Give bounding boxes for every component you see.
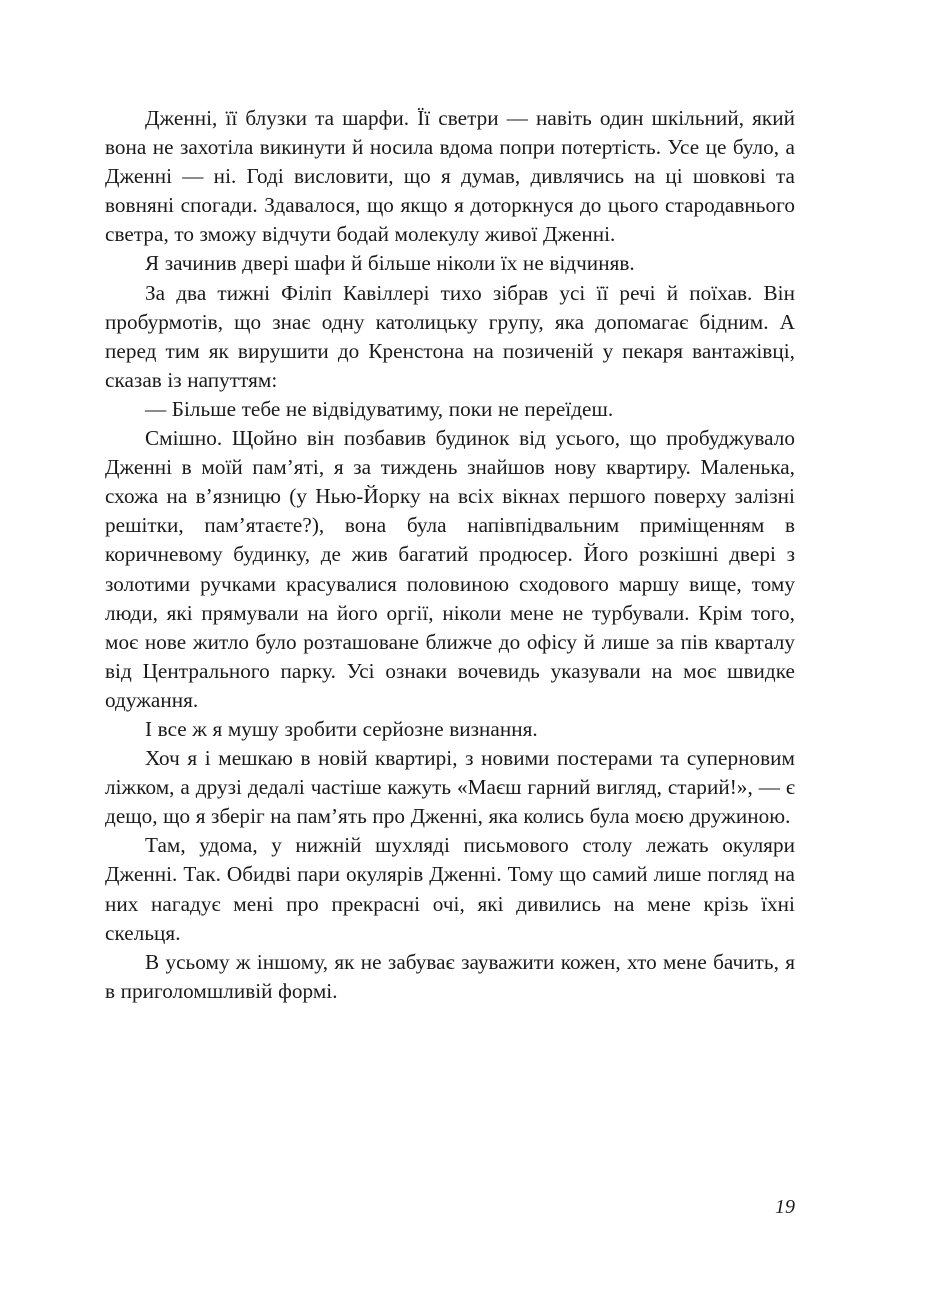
paragraph: Дженні, її блузки та шарфи. Її светри — навіть один шкільний, який вона не захотіла викинути й носила вдома попри потертість. Усе це було, а Дженні — ні. Годі висловити, що я думав, дивлячись на ці шовкові та вовняні спогади. Здавалося, що якщо я доторкнуся до цього стародавнього светра, то зможу відчути бодай молекулу живої Дженні.	[105, 106, 795, 247]
page-number: 19	[775, 1196, 795, 1218]
paragraph: За два тижні Філіп Кавіллері тихо зібрав усі її речі й поїхав. Він пробурмотів, що знає одну католицьку групу, яка допомагає бідним. А перед тим як вирушити до Кренстона на позиченій у пекаря вантажівці, сказав із напуттям:	[105, 280, 795, 392]
paragraph: І все ж я мушу зробити серйозне визнання.	[145, 716, 538, 741]
paragraph: Смішно. Щойно він позбавив будинок від усього, що пробуджувало Дженні в моїй пам’яті, я за тиждень знайшов нову квартиру. Маленька, схожа на в’язницю (у Нью-Йорку на всіх вікнах першого поверху залізні решітки, пам’ятаєте?), вона була напівпідвальним приміщенням в коричневому будинку, де жив багатий продюсер. Його розкішні двері з золотими ручками красувалися половиною сходового маршу вище, тому люди, які прямували на його оргії, ніколи мене не турбували. Крім того, моє нове житло було розташоване ближче до офісу й лише за пів кварталу від Центрального парку. Усі ознаки вочевидь указували на моє швидке одужання.	[105, 426, 795, 712]
paragraph: В усьому ж іншому, як не забуває зауважити кожен, хто мене бачить, я в приголомшливій формі.	[105, 949, 795, 1003]
paragraph: Я зачинив двері шафи й більше ніколи їх не відчиняв.	[145, 251, 635, 276]
paragraph: — Більше тебе не відвідуватиму, поки не переїдеш.	[145, 396, 614, 421]
paragraph: Там, удома, у нижній шухляді письмового столу лежать окуляри Дженні. Так. Обидві пари окулярів Дженні. Тому що самий лише погляд на них нагадує мені про прекрасні очі, які дивились на мене крізь їхні скельця.	[105, 833, 795, 945]
paragraph: Хоч я і мешкаю в новій квартирі, з новими постерами та суперновим ліжком, а друзі дедалі частіше кажуть «Маєш гарний вигляд, старий!», — є дещо, що я зберіг на пам’ять про Дженні, яка колись була моєю дружиною.	[105, 746, 795, 829]
body-text-column	[105, 104, 795, 1006]
